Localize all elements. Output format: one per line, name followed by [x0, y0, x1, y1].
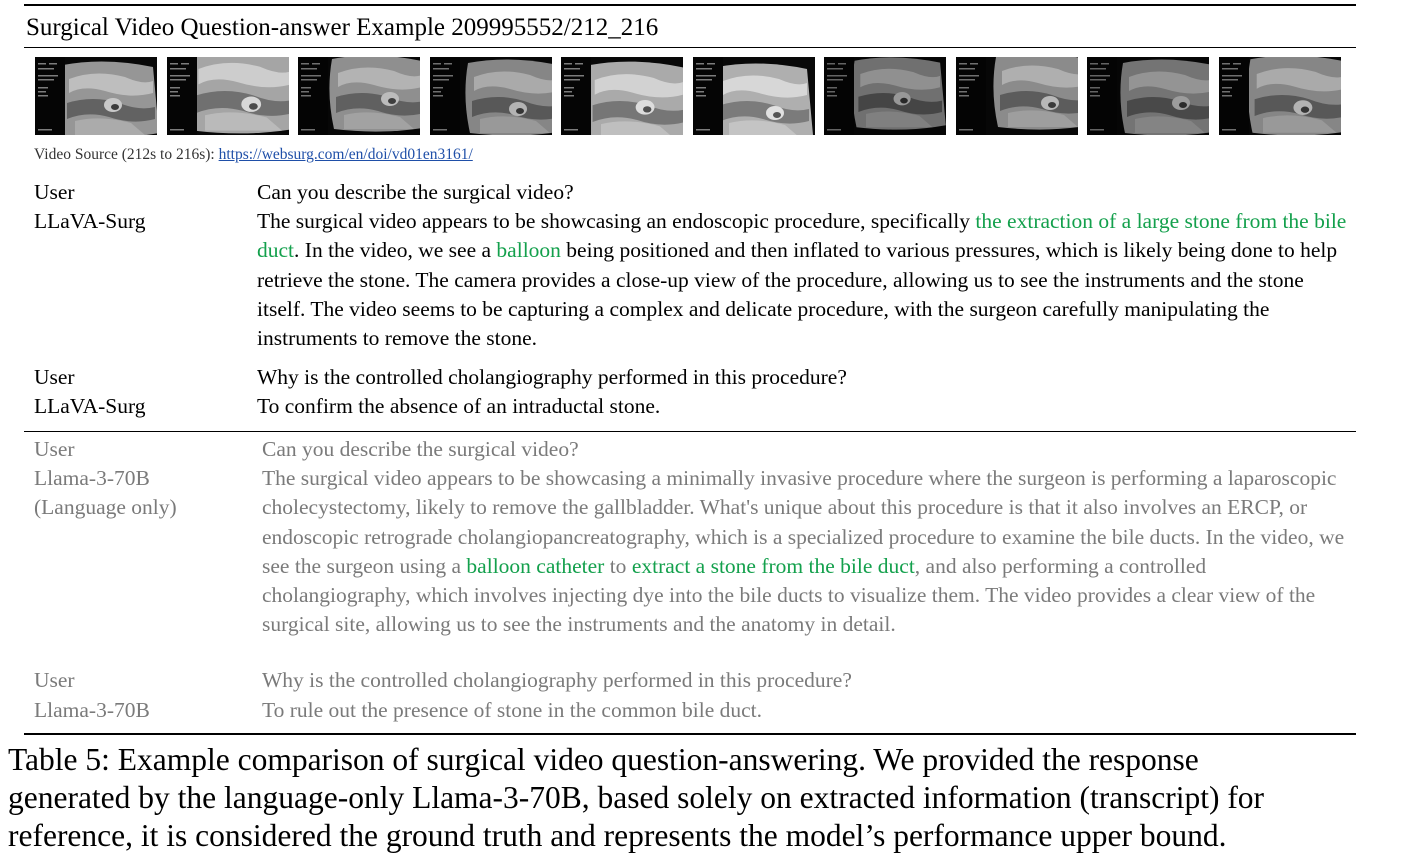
video-frame	[298, 57, 420, 135]
bottom-rule	[24, 733, 1356, 735]
answer-segment: to	[604, 553, 632, 578]
question-text: Can you describe the surgical video?	[257, 180, 574, 204]
top-rule	[24, 4, 1356, 6]
speaker-label: LLaVA-Surg	[34, 209, 146, 233]
video-frame	[35, 57, 157, 135]
answer-text	[257, 207, 1347, 353]
table-caption	[8, 741, 1424, 855]
video-frame	[1219, 57, 1341, 135]
speaker-label: Llama-3-70B	[34, 698, 150, 722]
highlighted-phrase: extract a stone from the bile duct	[631, 553, 915, 578]
caption-line: generated by the language-only Llama-3-70B, based solely on extracted information (transcript) for	[8, 780, 1265, 815]
video-frame	[956, 57, 1078, 135]
video-frame	[693, 57, 815, 135]
answer-segment: The surgical video appears to be showcasing an endoscopic procedure, specifically	[257, 209, 976, 233]
highlighted-phrase: the extraction of a large stone from the bile duct	[257, 209, 1347, 263]
video-source	[34, 145, 473, 165]
speaker-label: User	[34, 365, 75, 389]
question-text: Why is the controlled cholangiography performed in this procedure?	[257, 365, 847, 389]
caption-line: Table 5: Example comparison of surgical video question-answering. We provided the response	[8, 742, 1199, 777]
answer-text: To confirm the absence of an intraductal stone.	[257, 394, 661, 418]
question-text: Can you describe the surgical video?	[262, 437, 579, 461]
video-frame	[561, 57, 683, 135]
speaker-label: User	[34, 180, 75, 204]
video-source-label: Video Source (212s to 216s):	[34, 146, 219, 163]
highlighted-phrase: balloon	[496, 238, 561, 263]
speaker-label: User	[34, 668, 75, 692]
video-frame	[430, 57, 552, 135]
answer-segment: , and also performing a controlled cholangiography, which involves injecting dye into the bile ducts to visualize them. The video provides a clear view of the surgical site, allowing us to see the instruments and the anatomy in detail.	[262, 553, 1316, 637]
title-rule	[24, 47, 1356, 48]
answer-segment: . In the video, we see a	[294, 238, 497, 263]
caption-line: reference, it is considered the ground truth and represents the model’s performance upper bound.	[8, 818, 1227, 853]
video-frame-strip	[35, 57, 1341, 135]
video-frame	[824, 57, 946, 135]
section-rule	[24, 431, 1356, 432]
video-frame	[1087, 57, 1209, 135]
speaker-label: User	[34, 437, 75, 461]
answer-text: To rule out the presence of stone in the common bile duct.	[262, 698, 763, 722]
answer-text	[262, 464, 1352, 640]
answer-segment: The surgical video appears to be showcasing a minimally invasive procedure where the surgeon is performing a laparoscopic cholecystectomy, likely to remove the gallbladder. What's unique about this procedure is that it also involves an ERCP, or endoscopic retrograde cholangiopancreatography, which is a specialized procedure to examine the bile ducts. In the video, we see the surgeon using a	[262, 466, 1345, 578]
speaker-note: (Language only)	[34, 495, 177, 520]
video-frame	[167, 57, 289, 135]
question-text: Why is the controlled cholangiography performed in this procedure?	[262, 668, 852, 692]
speaker-label: Llama-3-70B	[34, 466, 150, 490]
speaker-label: LLaVA-Surg	[34, 394, 146, 418]
table-title: Surgical Video Question-answer Example 209995552/212_216	[26, 14, 659, 41]
answer-segment: being positioned and then inflated to various pressures, which is likely being done to help retrieve the stone. The camera provides a close-up view of the procedure, allowing us to see the instruments and the stone itself. The video seems to be capturing a complex and delicate procedure, with the surgeon carefully manipulating the instruments to remove the stone.	[257, 238, 1338, 351]
video-source-link[interactable]: https://websurg.com/en/doi/vd01en3161/	[218, 146, 473, 163]
highlighted-phrase: balloon catheter	[466, 553, 605, 578]
